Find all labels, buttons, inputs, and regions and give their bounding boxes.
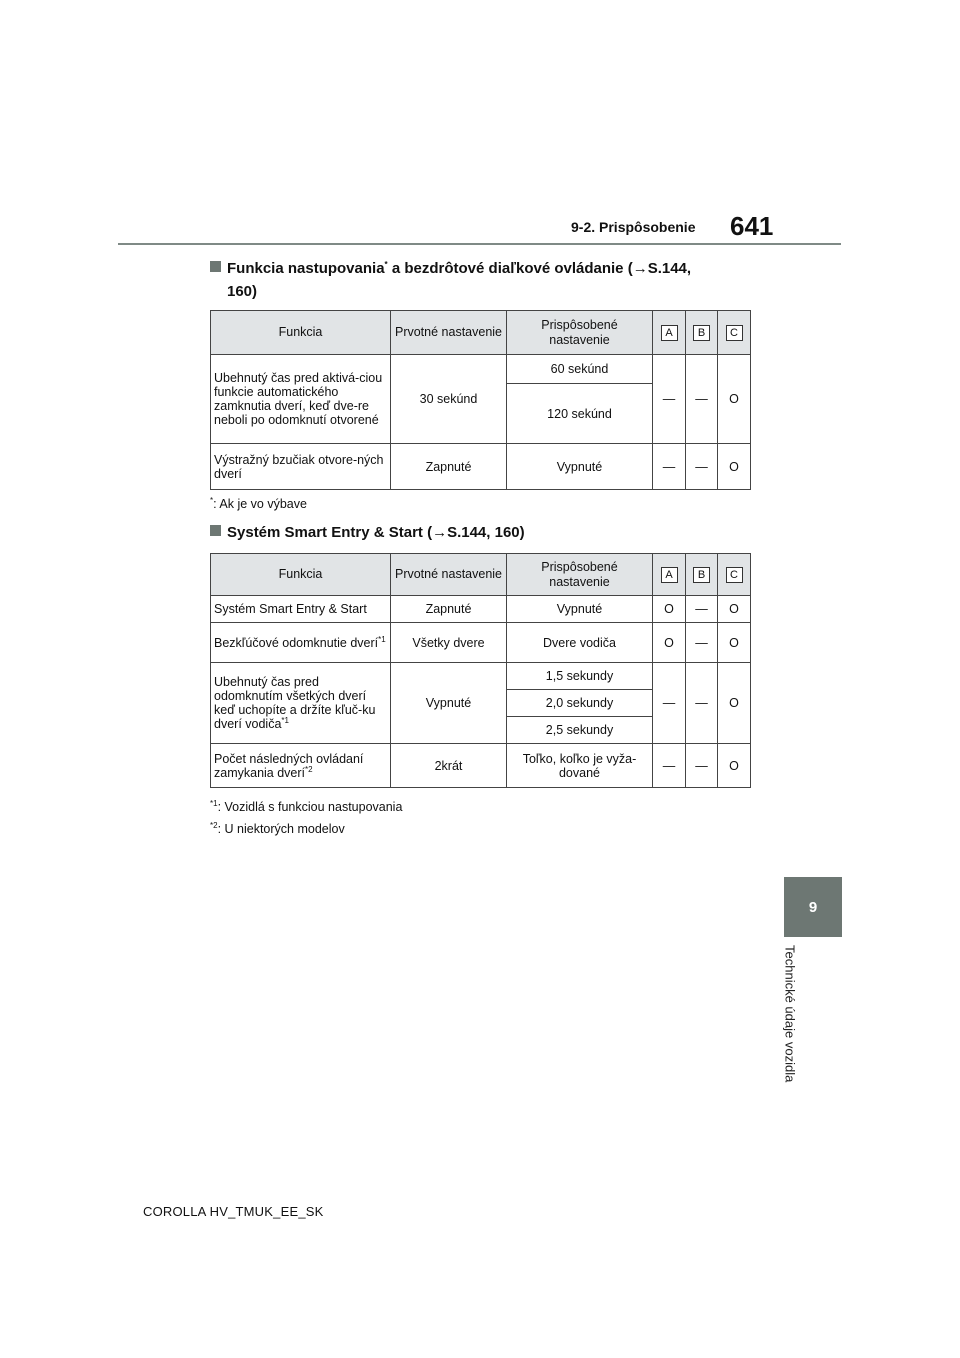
table-row — [211, 663, 751, 690]
cell-funkcia: Bezkľúčové odomknutie dverí$^{*1}$ — [211, 623, 391, 663]
cell-option: 60 sekúnd — [507, 355, 653, 384]
col-header-prvotne: Prvotné nastavenie — [391, 554, 507, 596]
chapter-tab[interactable] — [784, 877, 842, 937]
section-title: 9-2. Prispôsobenie — [571, 219, 696, 235]
cell-c: O — [718, 596, 751, 623]
cell-funkcia: Ubehnutý čas pred aktivá-ciou funkcie automatického zamknutia dverí, keď dve-re neboli po odomknutí otvorené — [211, 355, 391, 444]
section2-footnote-1: $^{*1}$: Vozidlá s funkciou nastupovania — [210, 798, 403, 814]
cell-c: O — [718, 744, 751, 788]
col-header-a: A — [661, 567, 678, 583]
chapter-number: 9 — [808, 898, 818, 916]
cell-option: Vypnuté — [507, 596, 653, 623]
cell-c: O — [718, 623, 751, 663]
cell-a: — — [653, 663, 686, 744]
col-header-c: C — [726, 325, 743, 341]
cell-b: — — [686, 663, 718, 744]
cell-c: O — [718, 444, 751, 490]
cell-option: Vypnuté — [507, 444, 653, 490]
cell-prvotne: 2krát — [391, 744, 507, 788]
table-row — [211, 444, 751, 490]
table-row — [211, 744, 751, 788]
cell-a: — — [653, 744, 686, 788]
col-header-a: A — [661, 325, 678, 341]
chapter-title: Technické údaje vozidla — [782, 945, 798, 1083]
square-bullet-icon — [210, 525, 221, 536]
header-divider — [118, 243, 841, 245]
cell-b: — — [686, 355, 718, 444]
cell-prvotne: Vypnuté — [391, 663, 507, 744]
cell-prvotne: 30 sekúnd — [391, 355, 507, 444]
cell-c: O — [718, 663, 751, 744]
chapter-title-vertical — [770, 945, 810, 1110]
cell-b: — — [686, 623, 718, 663]
col-header-prvotne: Prvotné nastavenie — [391, 311, 507, 355]
cell-a: — — [653, 444, 686, 490]
col-header-funkcia: Funkcia — [211, 311, 391, 355]
cell-funkcia: Výstražný bzučiak otvore-ných dverí — [211, 444, 391, 490]
section1-heading: Funkcia nastupovania* a bezdrôtové diaľkové ovládanie (→S.144, 160) — [210, 257, 691, 303]
cell-prvotne: Zapnuté — [391, 444, 507, 490]
cell-prvotne: Všetky dvere — [391, 623, 507, 663]
col-header-b: B — [693, 325, 710, 341]
table-row — [211, 623, 751, 663]
section1-table — [210, 310, 751, 490]
cell-funkcia: Ubehnutý čas pred odomknutím všetkých dverí keď uchopíte a držíte kľuč-ku dverí vodiča$^{*1}$ — [211, 663, 391, 744]
cell-b: — — [686, 444, 718, 490]
cell-a: — — [653, 355, 686, 444]
cell-a: O — [653, 596, 686, 623]
cell-c: O — [718, 355, 751, 444]
cell-b: — — [686, 596, 718, 623]
col-header-prisposobene: Prispôsobené nastavenie — [507, 311, 653, 355]
col-header-b: B — [693, 567, 710, 583]
col-header-c: C — [726, 567, 743, 583]
page-number: 641 — [730, 211, 774, 241]
cell-option: Dvere vodiča — [507, 623, 653, 663]
cell-option: 1,5 sekundy — [507, 663, 653, 690]
cell-funkcia: Systém Smart Entry & Start — [211, 596, 391, 623]
section2-heading: Systém Smart Entry & Start (→S.144, 160) — [210, 521, 525, 544]
col-header-funkcia: Funkcia — [211, 554, 391, 596]
section2-table — [210, 553, 751, 788]
section2-footnote-2: $^{*2}$: U niektorých modelov — [210, 820, 345, 836]
cell-option: 2,0 sekundy — [507, 690, 653, 717]
cell-option: 2,5 sekundy — [507, 717, 653, 744]
cell-option: Toľko, koľko je vyža-dované — [507, 744, 653, 788]
table-row — [211, 596, 751, 623]
table-row — [211, 355, 751, 384]
cell-funkcia: Počet následných ovládaní zamykania dverí$^{*2}$ — [211, 744, 391, 788]
square-bullet-icon — [210, 261, 221, 272]
section1-footnote: *: Ak je vo výbave — [210, 495, 307, 511]
col-header-prisposobene: Prispôsobené nastavenie — [507, 554, 653, 596]
document-code-footer: COROLLA HV_TMUK_EE_SK — [143, 1204, 324, 1219]
cell-prvotne: Zapnuté — [391, 596, 507, 623]
cell-a: O — [653, 623, 686, 663]
cell-option: 120 sekúnd — [507, 384, 653, 444]
cell-b: — — [686, 744, 718, 788]
